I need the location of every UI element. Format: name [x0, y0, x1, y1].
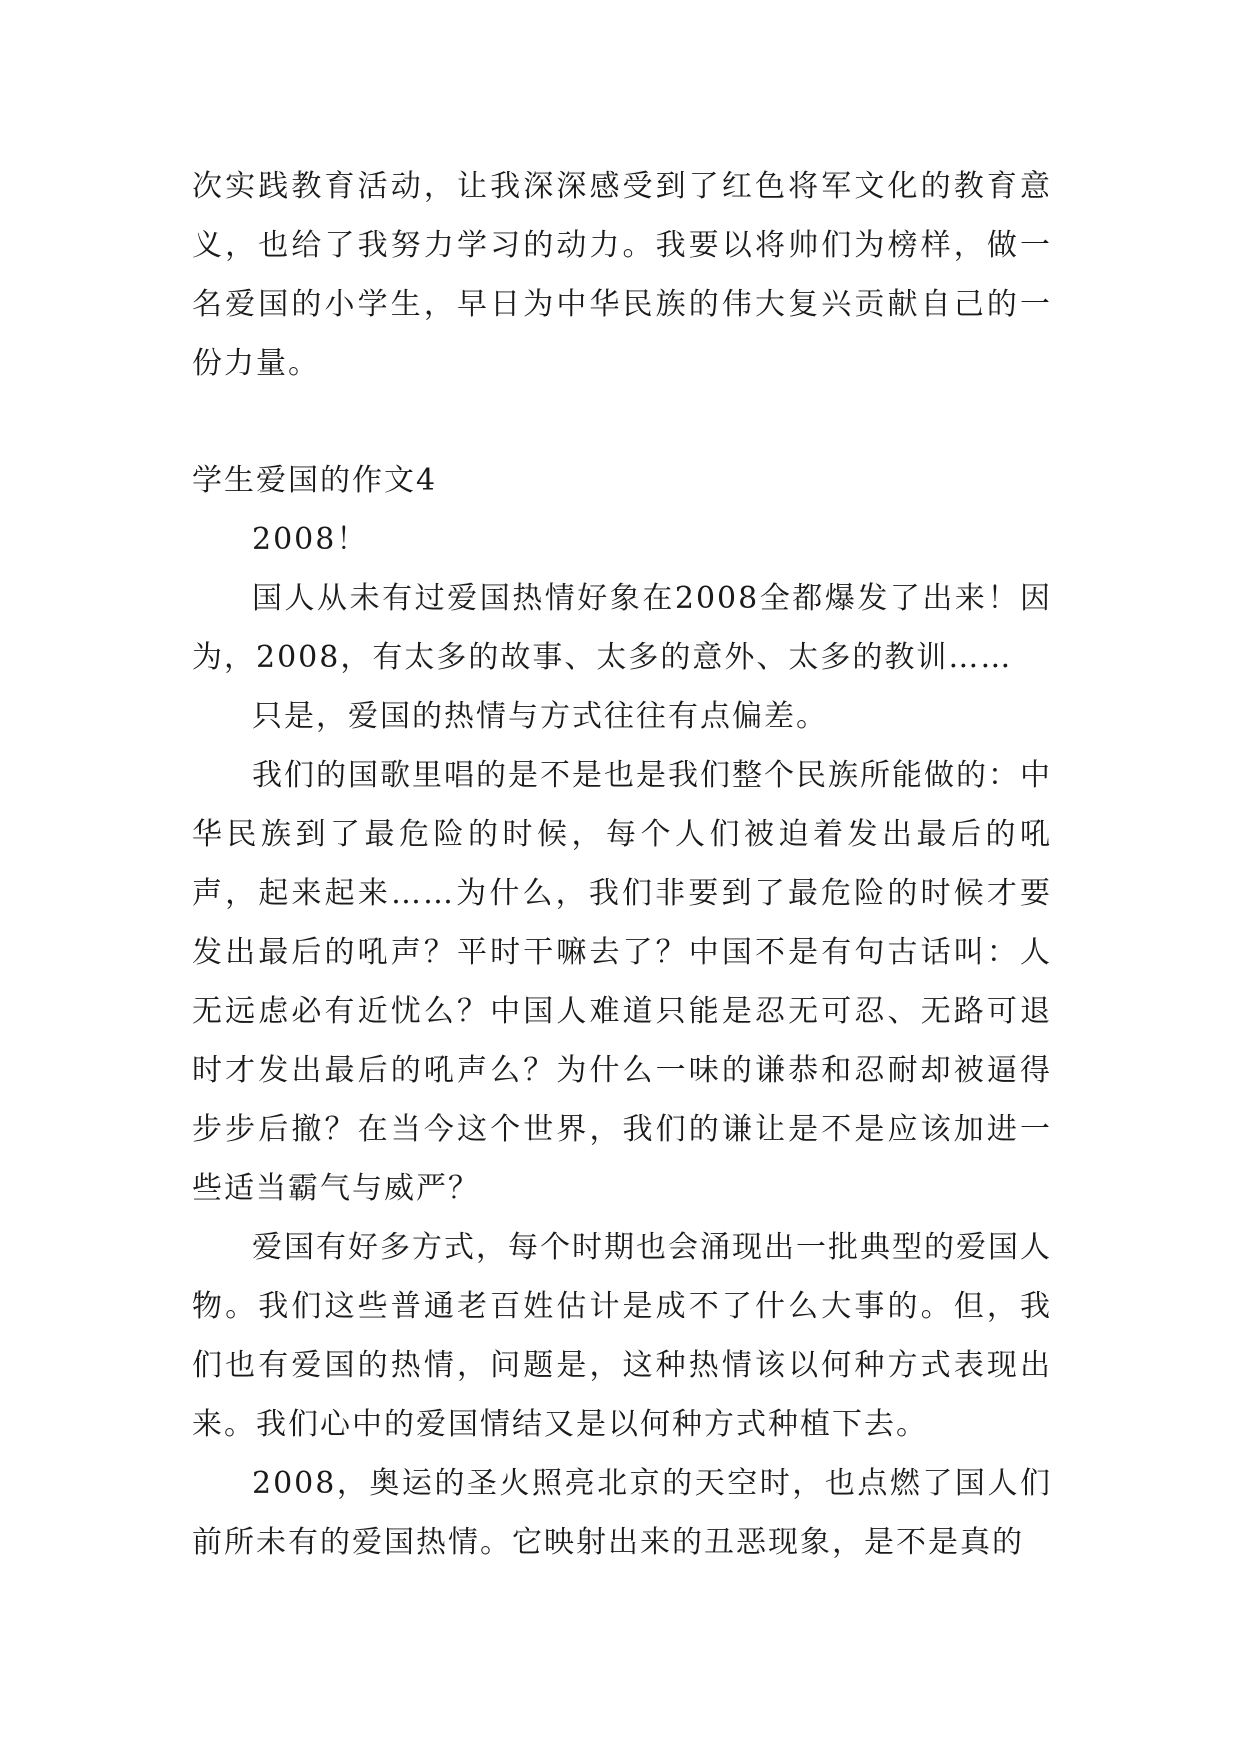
paragraph-deviation: 只是，爱国的热情与方式往往有点偏差。 [252, 699, 828, 734]
paragraph-anthem: 我们的国歌里唱的是不是也是我们整个民族所能做的：中华民族到了最危险的时候，每个人们被迫着发出最后的吼声，起来起来……为什么，我们非要到了最危险的时候才要发出最后的吼声？平时干嘛去了？中国不是有句古话叫：人无远虑必有近忧么？中国人难道只能是忍无可忍、无路可退时才发出最后的吼声么？为什么一味的谦恭和忍耐却被逼得步步后撤？在当今这个世界，我们的谦让是不是应该加进一些适当霸气与威严？ [192, 758, 1052, 1206]
paragraph-olympics: 2008，奥运的圣火照亮北京的天空时，也点燃了国人们前所未有的爱国热情。它映射出来的丑恶现象，是不是真的 [192, 1466, 1052, 1560]
paragraph-ways: 爱国有好多方式，每个时期也会涌现出一批典型的爱国人物。我们这些普通老百姓估计是成不了什么大事的。但，我们也有爱国的热情，问题是，这种热情该以何种方式表现出来。我们心中的爱国情结又是以何种方式种植下去。 [192, 1230, 1052, 1442]
paragraph-2008: 2008！ [252, 522, 369, 557]
paragraph-passion: 国人从未有过爱国热情好象在2008全都爆发了出来！因为，2008，有太多的故事、太多的意外、太多的教训…… [192, 581, 1052, 675]
document-body [192, 157, 1052, 1572]
paragraph-continued: 次实践教育活动，让我深深感受到了红色将军文化的教育意义，也给了我努力学习的动力。我要以将帅们为榜样，做一名爱国的小学生，早日为中华民族的伟大复兴贡献自己的一份力量。 [192, 169, 1052, 381]
section-heading: 学生爱国的作文4 [192, 463, 438, 498]
